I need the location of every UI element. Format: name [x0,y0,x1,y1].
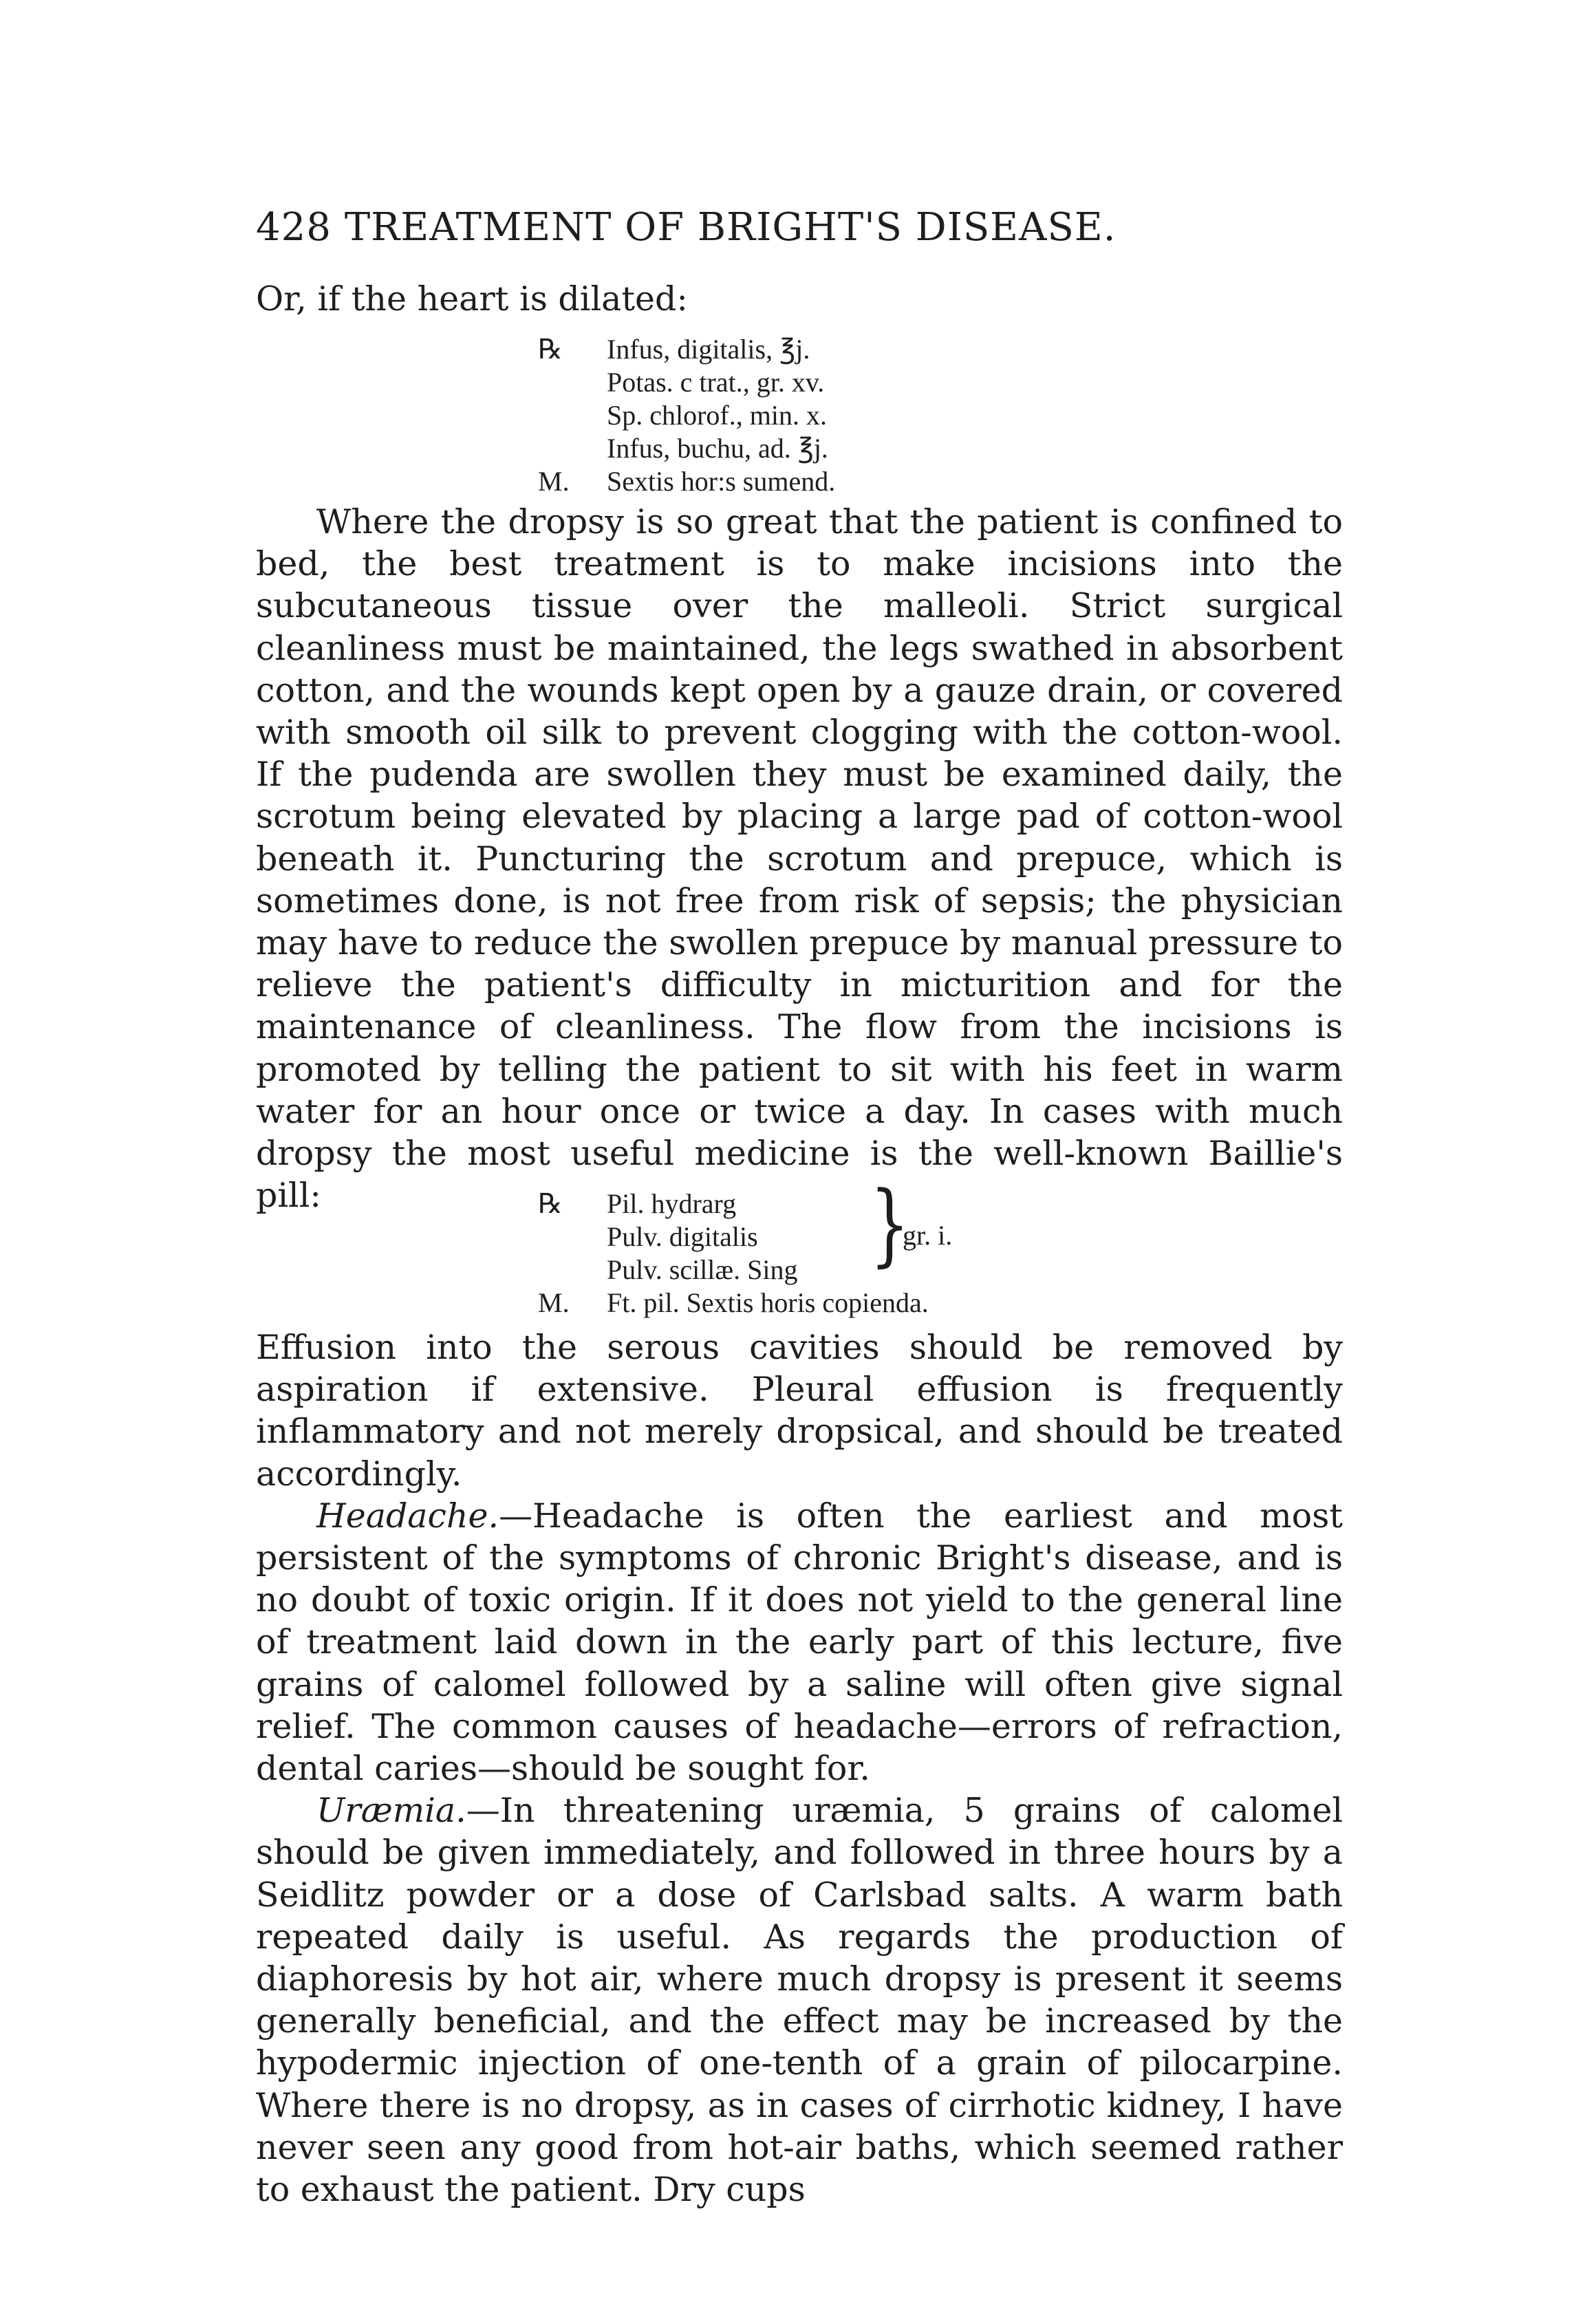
rx-ingredient: Sp. chlorof., min. x. [607,400,827,431]
rx-directions: Ft. pil. Sextis horis copienda. [607,1287,929,1318]
rx-symbol: ℞ [538,334,563,365]
rx-ingredient: Potas. c trat., gr. xv. [607,367,825,398]
paragraph-2: Effusion into the serous cavities should be removed by aspiration if extensive. Pleural effusion is frequently inflammatory and not merely dropsical, and should be treated accordingly. [256,1328,1343,1494]
headache-heading: Headache. [316,1496,499,1536]
brace-symbol: } [870,1172,910,1276]
rx-ingredient: Pil. hydrarg [607,1188,737,1219]
page-number: 428 [256,205,332,250]
uraemia-heading: Uræmia. [316,1791,466,1831]
headache-body: —Headache is often the earliest and most persistent of the symptoms of chronic Bright's disease, and is no doubt of toxic origin. If it does not yield to the general line of treatment laid down in the early part of this lecture, five grains of calomel followed by a saline will often give signal relief. The common causes of headache—errors of refraction, dental caries—should be sought for. [256,1496,1343,1789]
uraemia-body: —In threatening uræmia, 5 grains of calomel should be given immediately, and followed in three hours by a Seidlitz powder or a dose of Carlsbad salts. A warm bath repeated daily is useful. As regards the production of diaphoresis by hot air, where much dropsy is present it seems generally beneficial, and the effect may be increased by the hypodermic injection of one-tenth of a grain of pilocarpine. Where there is no dropsy, as in cases of cirrhotic kidney, I have never seen any good from hot-air baths, which seemed rather to exhaust the patient. Dry cups [256,1791,1343,2210]
rx-ingredient: Infus, digitalis, ℥j. [607,334,810,365]
running-header [256,205,1288,253]
rx-symbol: M. [538,1287,570,1318]
running-title: TREATMENT OF BRIGHT'S DISEASE. [344,205,1117,250]
rx-ingredient: Pulv. digitalis [607,1221,758,1252]
paragraph-effusion [256,1326,1343,2210]
rx-dose: gr. i. [903,1220,953,1251]
rx-symbol: ℞ [538,1188,563,1219]
paragraph-dropsy [256,501,1343,1216]
paragraph-3 [256,1495,1343,1789]
paragraph-4 [256,1789,1343,2210]
rx-ingredient: Pulv. scillæ. Sing [607,1254,798,1285]
rx-ingredient: Infus, buchu, ad. ℥j. [607,433,828,464]
intro-text [256,278,1343,320]
intro-line: Or, if the heart is dilated: [256,279,688,319]
rx-directions: Sextis hor:s sumend. [607,466,836,497]
rx-symbol: M. [538,466,570,497]
paragraph-1: Where the dropsy is so great that the patient is confined to bed, the best treatment is to make incisions into the subcutaneous tissue over the malleoli. Strict surgical cleanliness must be maintained, the legs swathed in absorbent cotton, and the wounds kept open by a gauze drain, or covered with smooth oil silk to prevent clogging with the cotton-wool. If the pudenda are swollen they must be examined daily, the scrotum being elevated by placing a large pad of cotton-wool beneath it. Puncturing the scrotum and prepuce, which is sometimes done, is not free from risk of sepsis; the physician may have to reduce the swollen prepuce by manual pressure to relieve the patient's difficulty in micturition and for the maintenance of cleanliness. The flow from the incisions is promoted by telling the patient to sit with his feet in warm water for an hour once or twice a day. In cases with much dropsy the most useful medicine is the well-known Baillie's pill: [256,502,1343,1216]
